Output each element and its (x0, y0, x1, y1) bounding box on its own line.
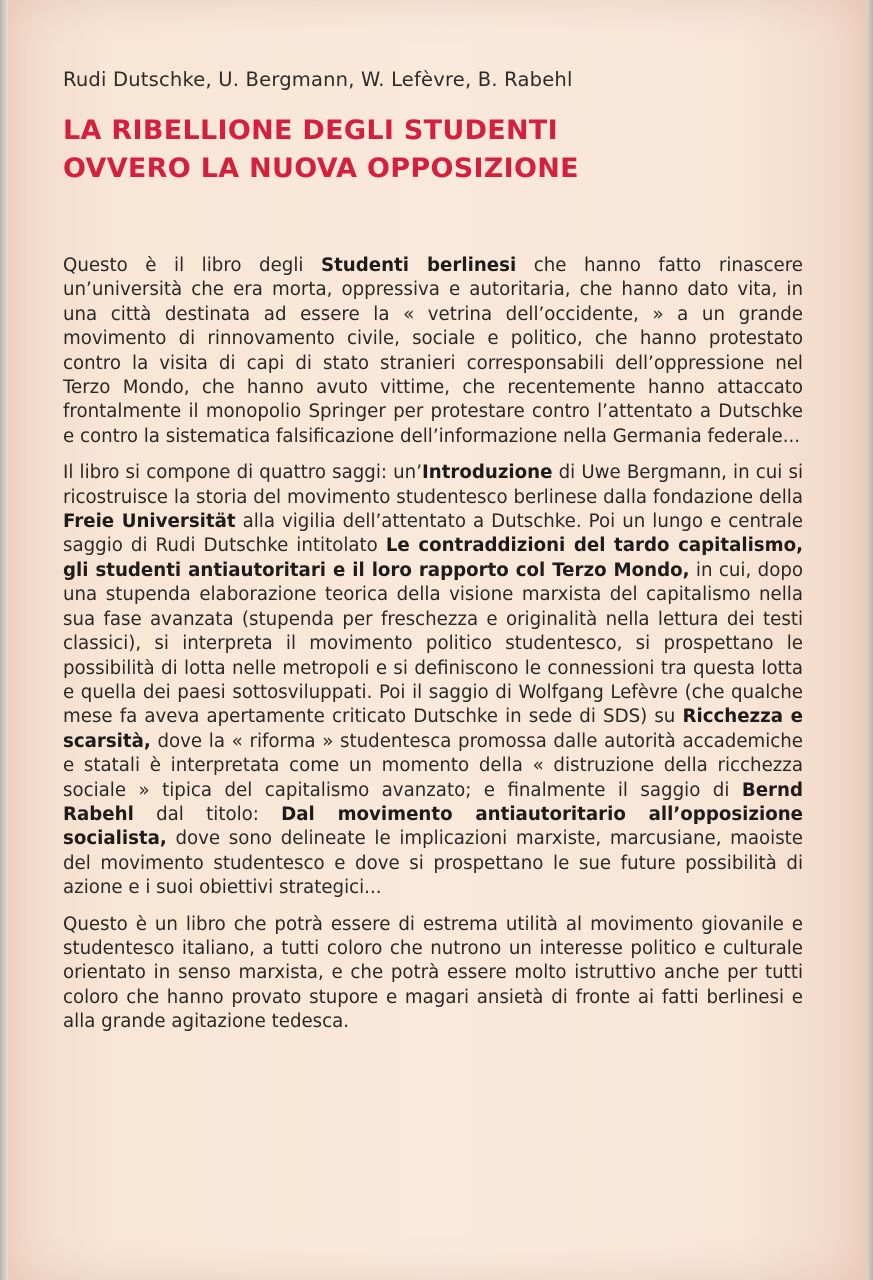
blurb-body (63, 254, 803, 1047)
text-span: Il libro si compone di quattro saggi: un’ (63, 462, 422, 484)
authors-line: Rudi Dutschke, U. Bergmann, W. Lefèvre, B. Rabehl (63, 68, 573, 91)
title-line-1: LA RIBELLIONE DEGLI STUDENTI (63, 115, 558, 146)
text-span: che hanno fatto rinascere un’università che era morta, oppressiva e autoritaria, che hanno dato vita, in una città destinata ad essere la « vetrina dell’occidente, » a un grande movimento di rinnovamento civile, sociale e politico, che hanno protestato contro la visita di capi di stato stranieri corresponsabili dell’oppressione nel Terzo Mondo, che hanno avuto vittime, che recentemente hanno attaccato frontalmente il monopolio Springer per protestare contro l’attentato a Dutschke e contro la sistematica falsificazione dell’informazione nella Germania federale... (63, 255, 803, 447)
text-span: dove la « riforma » studentesca promossa dalle autorità accademiche e statali è interpretata come un momento della « distruzione della ricchezza sociale » tipica del capitalismo avanzato; e finalmente il saggio di (63, 730, 803, 801)
text-span: in cui, dopo una stupenda elaborazione teorica della visione marxista del capitalismo nella sua fase avanzata (stupenda per freschezza e originalità nella lettura dei testi classici), si interpreta il movimento politico studentesco, si prospettano le possibilità di lotta nelle metropoli e si definiscono le connessioni tra questa lotta e quella dei paesi sottosviluppati. Poi il saggio di Wolfgang Lefèvre (che qualche mese fa aveva apertamente criticato Dutschke in sede di SDS) su (63, 559, 803, 728)
text-span: Questo è il libro degli (63, 255, 321, 276)
bold-span: Dal movimento antiautoritario all’opposizione socialista, (63, 803, 803, 850)
blurb-paragraph-1 (63, 254, 803, 449)
blurb-paragraph-2 (63, 461, 803, 900)
text-span: alla vigilia dell’attentato a Dutschke. Poi un lungo e centrale saggio di Rudi Dutschke intitolato (63, 511, 803, 557)
bold-span: Studenti berlinesi (320, 255, 517, 276)
text-span: di Uwe Bergmann, in cui si ricostruisce la storia del movimento studentesco berlinese dalla fondazione della (63, 462, 803, 508)
bold-span: Freie Universität (63, 511, 236, 533)
bold-span: Le contraddizioni del tardo capitalismo, gli studenti antiautoritari e il loro rapporto col Terzo Mondo, (63, 535, 803, 581)
book-edge-left (0, 0, 8, 1280)
bold-span: Ricchezza e scarsità, (63, 706, 804, 752)
title-line-2: OVVERO LA NUOVA OPPOSIZIONE (63, 153, 579, 184)
text-span: dove sono delineate le implicazioni marxiste, marcusiane, maoiste del movimento studentesco e dove si prospettano le sue future possibilità di azione e i suoi obiettivi strategici... (63, 828, 803, 899)
bold-span: Bernd Rabehl (63, 779, 803, 825)
text-span: dal titolo: (133, 803, 282, 825)
book-edge-right (866, 0, 873, 1280)
bold-span: Introduzione (422, 462, 553, 484)
blurb-paragraph-3: Questo è un libro che potrà essere di estrema utilità al movimento giovanile e studentesco italiano, a tutti coloro che nutrono un interesse politico e culturale orientato in senso marxista, e che potrà essere molto istruttivo anche per tutti coloro che hanno provato stupore e magari ansietà di fronte ai fatti berlinesi e alla grande agitazione tedesca. (63, 913, 803, 1033)
book-title (63, 112, 823, 188)
